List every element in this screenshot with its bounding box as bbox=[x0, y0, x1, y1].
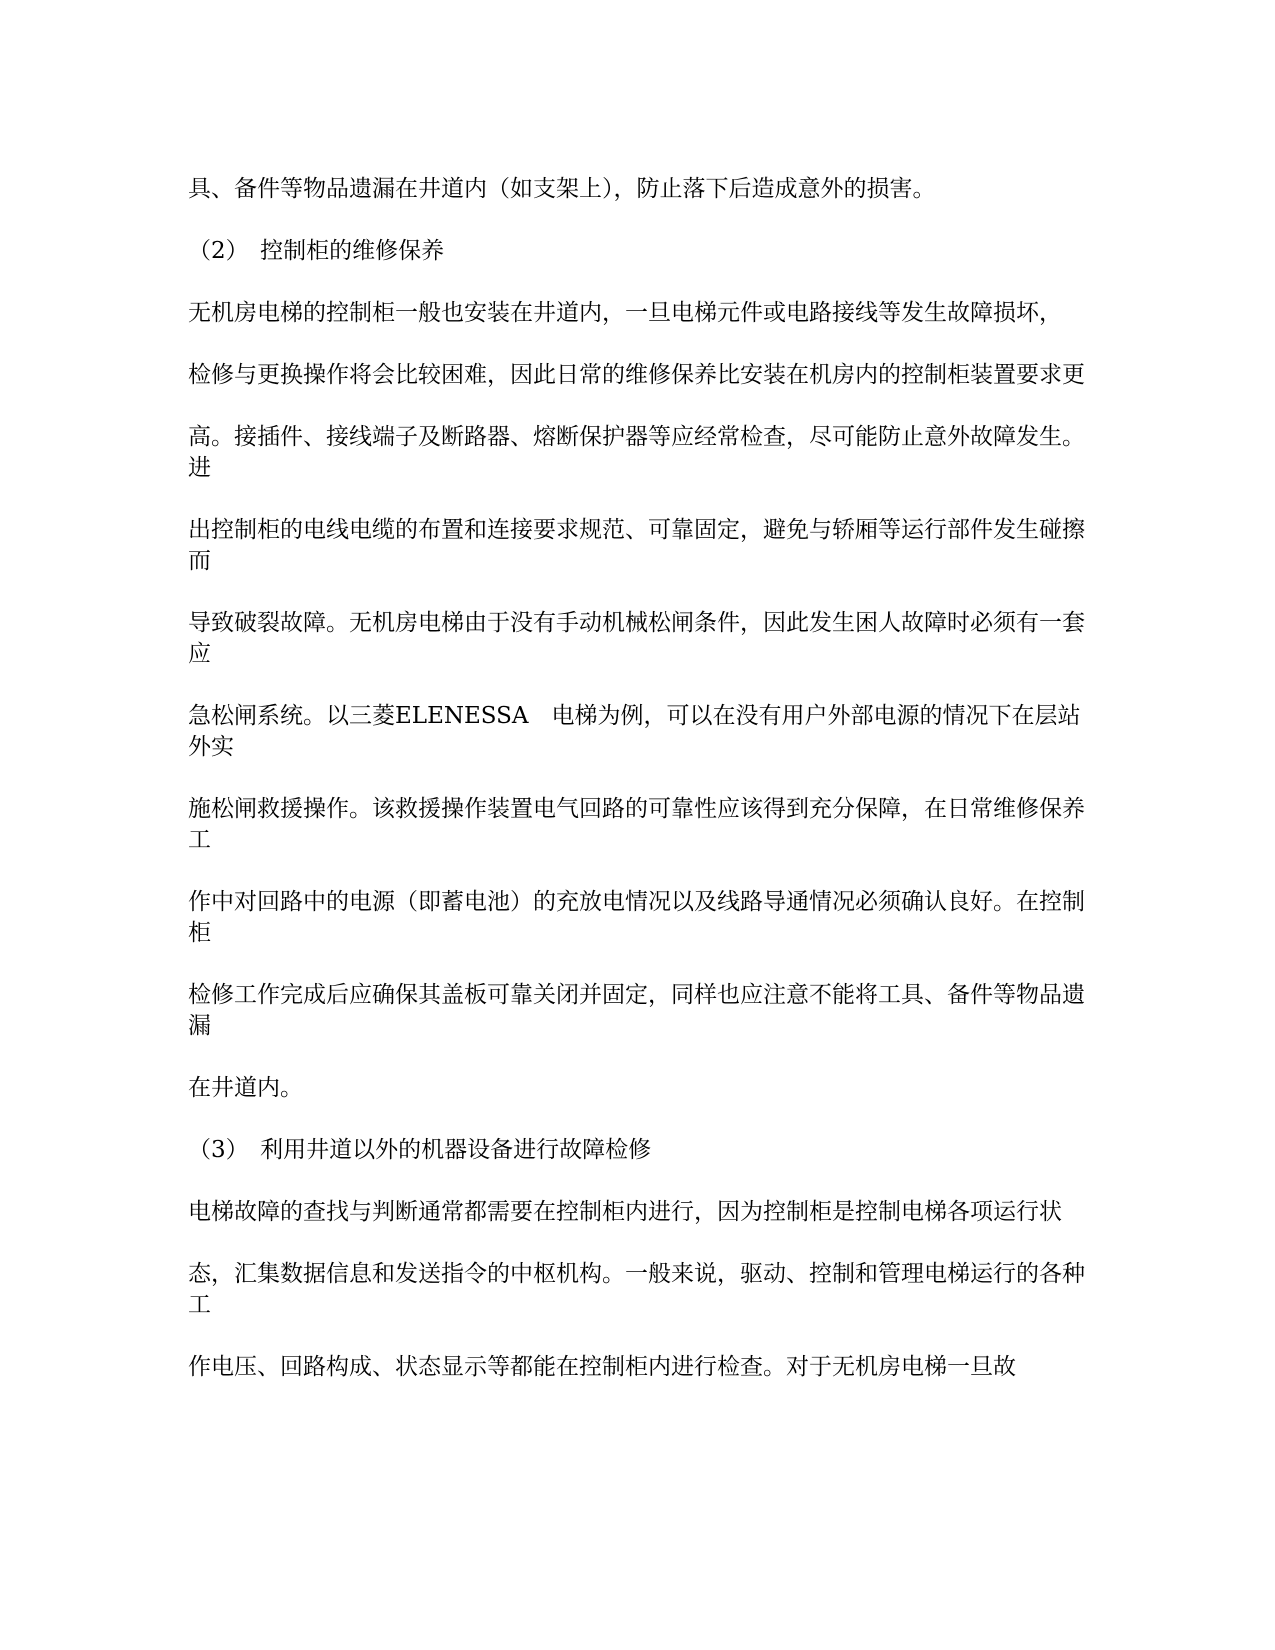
document-body bbox=[188, 174, 1088, 1414]
paragraph: 急松闸系统。以三菱ELENESSA 电梯为例，可以在没有用户外部电源的情况下在层站外实 bbox=[188, 703, 1081, 760]
paragraph: 具、备件等物品遗漏在井道内（如支架上），防止落下后造成意外的损害。 bbox=[188, 176, 936, 202]
paragraph: 作中对回路中的电源（即蓄电池）的充放电情况以及线路导通情况必须确认良好。在控制柜 bbox=[188, 889, 1085, 946]
paragraph: 导致破裂故障。无机房电梯由于没有手动机械松闸条件，因此发生困人故障时必须有一套应 bbox=[188, 610, 1085, 667]
paragraph: 高。接插件、接线端子及断路器、熔断保护器等应经常检查，尽可能防止意外故障发生。进 bbox=[188, 424, 1085, 481]
paragraph: 在井道内。 bbox=[188, 1075, 303, 1101]
paragraph: 施松闸救援操作。该救援操作装置电气回路的可靠性应该得到充分保障，在日常维修保养工 bbox=[188, 796, 1085, 853]
paragraph: 作电压、回路构成、状态显示等都能在控制柜内进行检查。对于无机房电梯一旦故 bbox=[188, 1354, 1016, 1380]
section-heading: （2） 控制柜的维修保养 bbox=[188, 238, 445, 264]
paragraph: 检修工作完成后应确保其盖板可靠关闭并固定，同样也应注意不能将工具、备件等物品遗漏 bbox=[188, 982, 1085, 1039]
paragraph: 检修与更换操作将会比较困难，因此日常的维修保养比安装在机房内的控制柜装置要求更 bbox=[188, 362, 1085, 388]
paragraph: 电梯故障的查找与判断通常都需要在控制柜内进行，因为控制柜是控制电梯各项运行状 bbox=[188, 1199, 1062, 1225]
paragraph: 无机房电梯的控制柜一般也安装在井道内，一旦电梯元件或电路接线等发生故障损坏， bbox=[188, 300, 1062, 326]
paragraph: 态，汇集数据信息和发送指令的中枢机构。一般来说，驱动、控制和管理电梯运行的各种工 bbox=[188, 1261, 1085, 1318]
section-heading: （3） 利用井道以外的机器设备进行故障检修 bbox=[188, 1137, 652, 1163]
paragraph: 出控制柜的电线电缆的布置和连接要求规范、可靠固定，避免与轿厢等运行部件发生碰擦而 bbox=[188, 517, 1085, 574]
